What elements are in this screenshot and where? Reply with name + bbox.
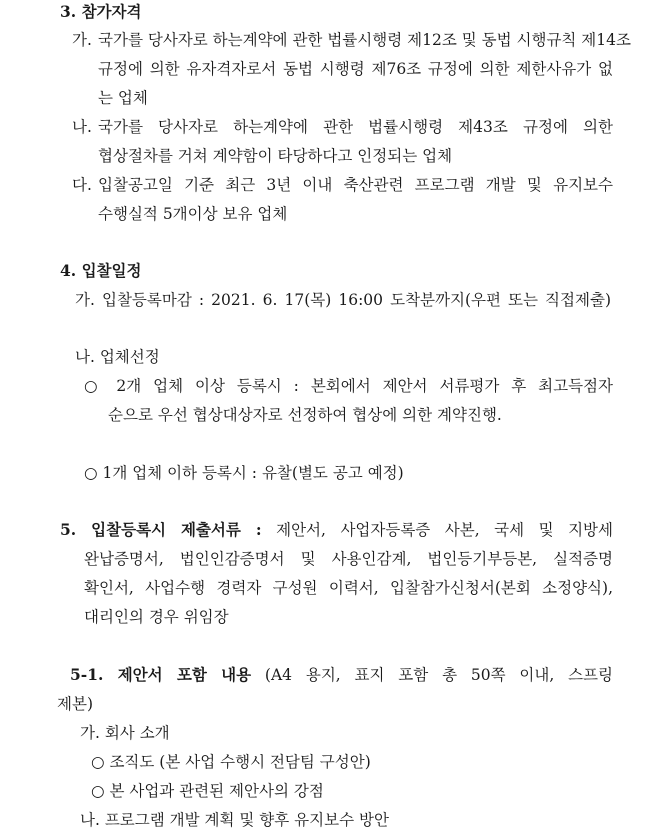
section-5-heading: 5. 입찰등록시 제출서류 : bbox=[60, 520, 262, 539]
sec3-item-na-marker: 나. bbox=[72, 118, 92, 136]
sec5-line-1 bbox=[60, 519, 613, 541]
sec4-item-na: 나. 업체선정 bbox=[75, 348, 160, 366]
sec51-bullet-1: ○ 조직도 (본 사업 수행시 전담팀 구성안) bbox=[91, 753, 371, 771]
section-3-heading: 3. 참가자격 bbox=[60, 2, 142, 21]
section-5-1-heading: 5-1. 제안서 포함 내용 bbox=[70, 665, 252, 684]
sec51-item-na: 나. 프로그램 개발 계획 및 향후 유지보수 방안 bbox=[80, 811, 389, 829]
sec51-item-ga: 가. 회사 소개 bbox=[80, 724, 170, 742]
sec5-line-4: 대리인의 경우 위임장 bbox=[84, 608, 229, 626]
sec3-item-ga-marker: 가. bbox=[72, 31, 92, 49]
sec51-line-2: 제본) bbox=[57, 695, 93, 713]
sec51-line-1 bbox=[70, 664, 613, 686]
sec3-item-da-marker: 다. bbox=[72, 176, 92, 194]
sec3-item-na-line-2: 협상절차를 거쳐 계약함이 타당하다고 인정되는 업체 bbox=[98, 147, 453, 165]
sec3-item-ga-line-3: 는 업체 bbox=[98, 89, 148, 107]
section-4-heading: 4. 입찰일정 bbox=[60, 261, 142, 280]
sec51-line-1-text: (A4 용지, 표지 포함 총 50쪽 이내, 스프링 bbox=[264, 666, 613, 684]
sec3-item-ga-line-2: 규정에 의한 유자격자로서 동법 시행령 제76조 규정에 의한 제한사유가 없 bbox=[98, 60, 613, 78]
sec4-bullet-1-line-2: 순으로 우선 협상대상자로 선정하여 협상에 의한 계약진행. bbox=[108, 406, 502, 424]
sec3-item-ga-line-1: 국가를 당사자로 하는계약에 관한 법률시행령 제12조 및 동법 시행규칙 제14조 bbox=[98, 31, 631, 49]
sec51-bullet-2: ○ 본 사업과 관련된 제안사의 강점 bbox=[91, 782, 324, 800]
sec4-bullet-2: ○ 1개 업체 이하 등록시 : 유찰(별도 공고 예정) bbox=[84, 464, 404, 482]
sec5-line-1-text: 제안서, 사업자등록증 사본, 국세 및 지방세 bbox=[276, 521, 613, 539]
sec5-line-2: 완납증명서, 법인인감증명서 및 사용인감계, 법인등기부등본, 실적증명 bbox=[84, 550, 613, 568]
sec3-item-na-line-1: 국가를 당사자로 하는계약에 관한 법률시행령 제43조 규정에 의한 bbox=[98, 118, 613, 136]
sec3-item-da-line-2: 수행실적 5개이상 보유 업체 bbox=[98, 205, 288, 223]
sec4-bullet-1-line-1: ○ 2개 업체 이상 등록시 : 본회에서 제안서 서류평가 후 최고득점자 bbox=[84, 377, 613, 395]
sec3-item-da-line-1: 입찰공고일 기준 최근 3년 이내 축산관련 프로그램 개발 및 유지보수 bbox=[98, 176, 613, 194]
sec4-item-ga: 가. 입찰등록마감 : 2021. 6. 17(목) 16:00 도착분까지(우편 또는 직접제출) bbox=[75, 291, 611, 309]
sec5-line-3: 확인서, 사업수행 경력자 구성원 이력서, 입찰참가신청서(본회 소정양식), bbox=[84, 579, 613, 597]
